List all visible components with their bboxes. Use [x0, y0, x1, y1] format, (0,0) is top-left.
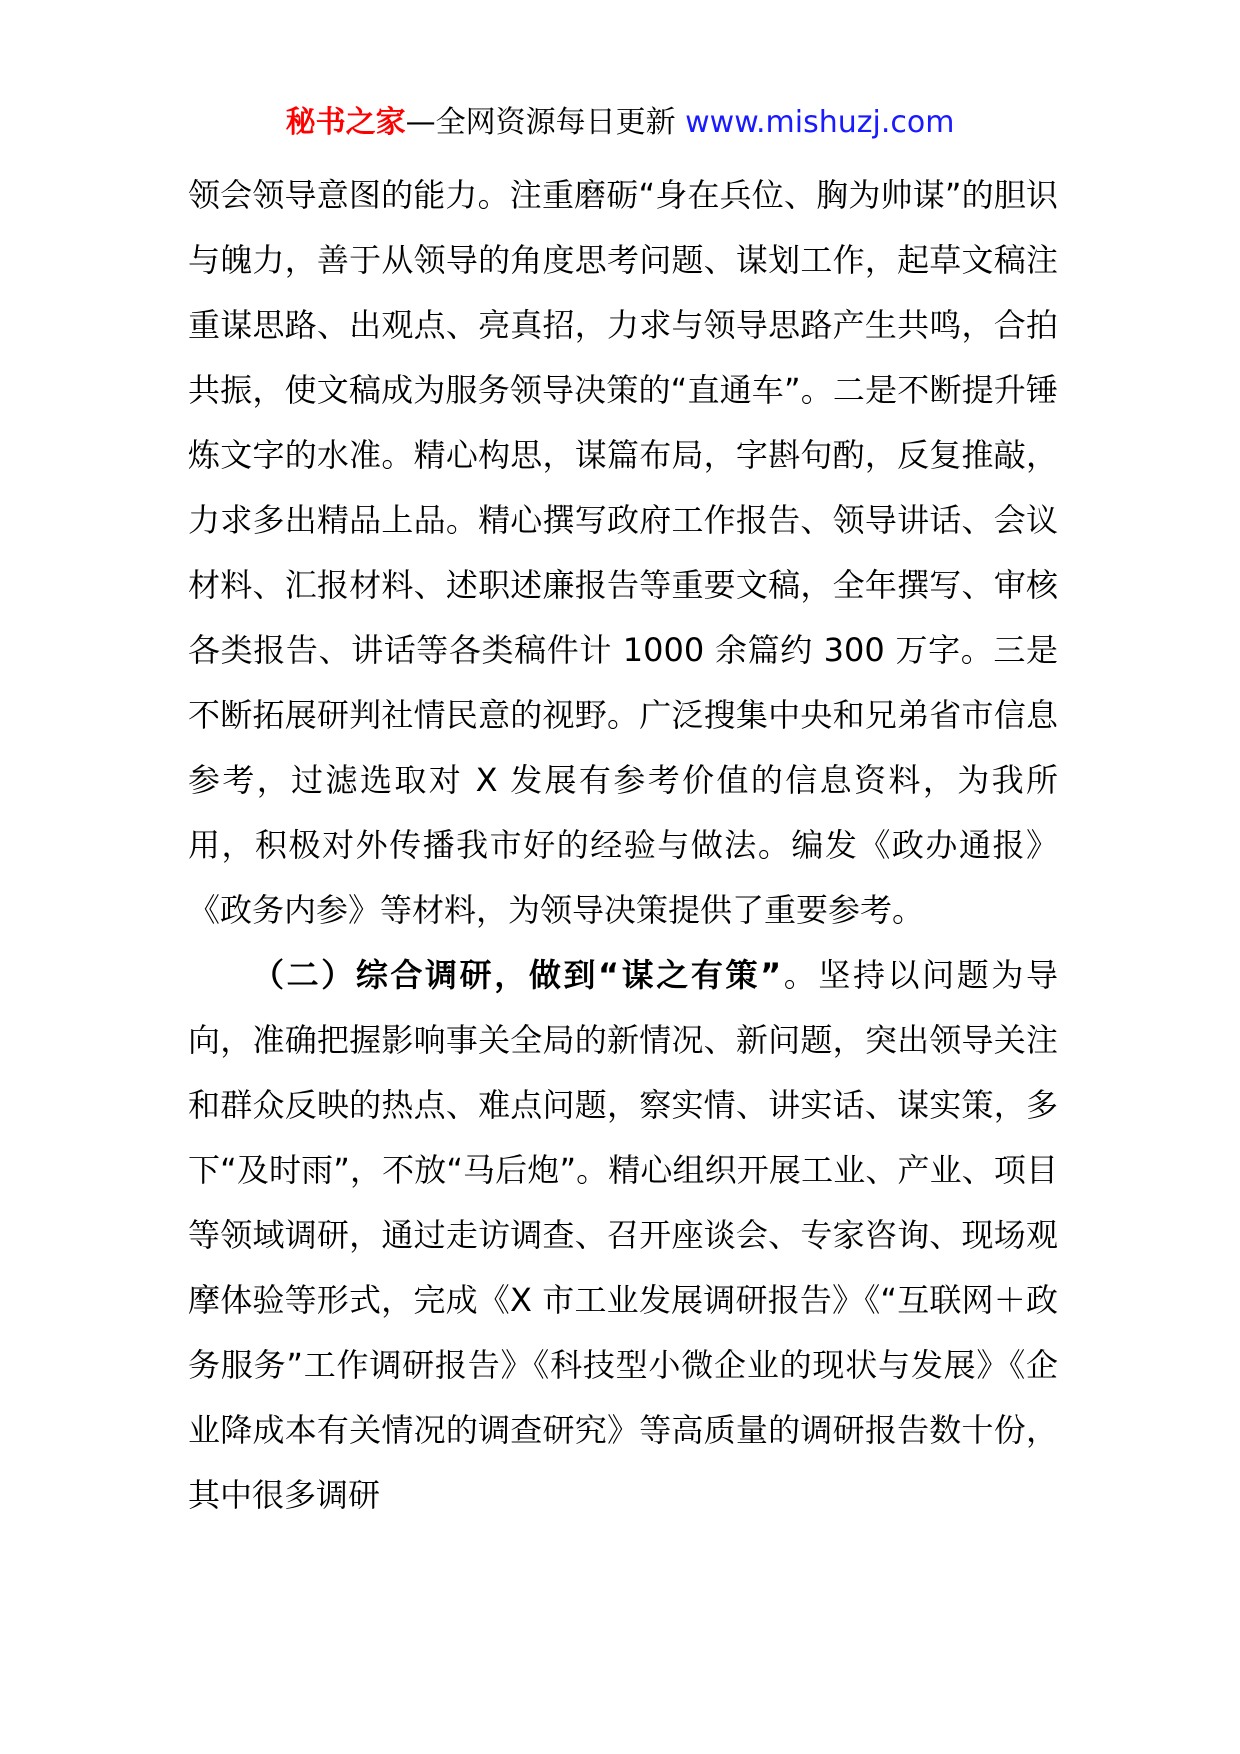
section-heading: （二）综合调研，做到“谋之有策”: [252, 956, 782, 994]
site-header: [0, 103, 1240, 143]
paragraph-section-two: [188, 943, 1058, 1528]
site-brand: 秘书之家: [285, 105, 406, 140]
document-body: [188, 163, 1058, 1528]
site-tagline: —全网资源每日更新: [405, 105, 686, 140]
paragraph-continued: 领会领导意图的能力。注重磨砺“身在兵位、胸为帅谋”的胆识与魄力，善于从领导的角度思考问题、谋划工作，起草文稿注重谋思路、出观点、亮真招，力求与领导思路产生共鸣，合拍共振，使文稿成为服务领导决策的“直通车”。二是不断提升锤炼文字的水准。精心构思，谋篇布局，字斟句酌，反复推敲，力求多出精品上品。精心撰写政府工作报告、领导讲话、会议材料、汇报材料、述职述廉报告等重要文稿，全年撰写、审核各类报告、讲话等各类稿件计 1000 余篇约 300 万字。三是不断拓展研判社情民意的视野。广泛搜集中央和兄弟省市信息参考，过滤选取对 X 发展有参考价值的信息资料，为我所用，积极对外传播我市好的经验与做法。编发《政办通报》《政务内参》等材料，为领导决策提供了重要参考。: [188, 176, 1058, 929]
section-body-text: 。坚持以问题为导向，准确把握影响事关全局的新情况、新问题，突出领导关注和群众反映的热点、难点问题，察实情、讲实话、谋实策，多下“及时雨”，不放“马后炮”。精心组织开展工业、产业、项目等领域调研，通过走访调查、召开座谈会、专家咨询、现场观摩体验等形式，完成《X 市工业发展调研报告》《“互联网＋政务服务”工作调研报告》《科技型小微企业的现状与发展》《企业降成本有关情况的调查研究》等高质量的调研报告数十份，其中很多调研: [188, 956, 1058, 1514]
site-url-link[interactable]: www.mishuzj.com: [685, 105, 955, 140]
